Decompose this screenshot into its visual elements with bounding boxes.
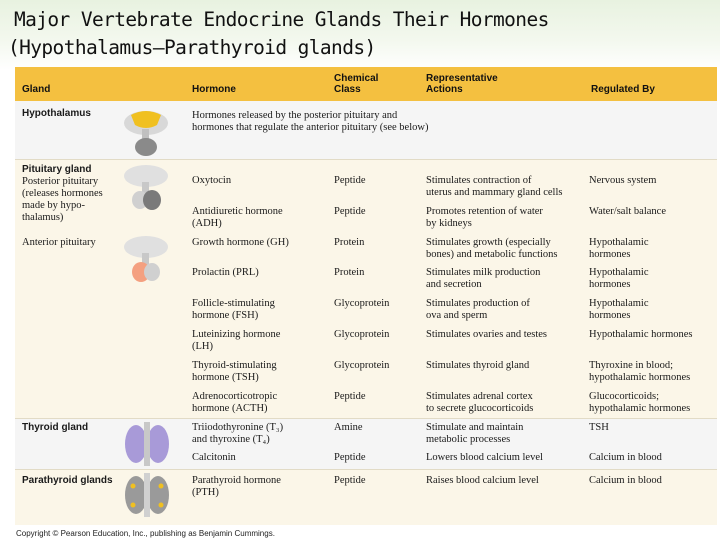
hormone-name: Adrenocorticotropic [192,391,278,402]
regulated-by: Water/salt balance [589,206,666,217]
action: Stimulates thyroid gland [426,360,530,371]
regulated-by-cont: hormones [589,279,631,290]
posterior-pituitary-icon [121,164,171,212]
chemical-class: Protein [334,237,365,248]
action: Stimulates production of [426,298,530,309]
regulated-by-cont: hypothalamic hormones [589,403,691,414]
regulated-by: Nervous system [589,175,657,186]
hormone-name-cont: and thyroxine (T₄) [192,434,270,445]
regulated-by: Calcium in blood [589,452,662,463]
action: Stimulates growth (especially [426,237,551,248]
action: Promotes retention of water [426,206,543,217]
regulated-by-cont: hormones [589,310,631,321]
action: Stimulates milk production [426,267,541,278]
regulated-by-cont: hypothalamic hormones [589,372,691,383]
hormone-name-cont: (PTH) [192,487,219,498]
hormone-name-cont: hormone (ACTH) [192,403,268,414]
regulated-by: Calcium in blood [589,475,662,486]
regulated-by: Hypothalamic [589,267,649,278]
action: Stimulates ovaries and testes [426,329,548,340]
regulated-by: Glucocorticoids; [589,391,659,402]
anterior-pituitary-label: Anterior pituitary [22,237,96,248]
action: Raises blood calcium level [426,475,539,486]
action: Stimulate and maintain [426,422,524,433]
hypothalamus-text-2: hormones that regulate the anterior pituitary (see below) [192,122,429,133]
hypothalamus-icon [121,109,171,157]
gland-hypothalamus: Hypothalamus [22,108,91,119]
parathyroid-icon [123,473,171,517]
action: Lowers blood calcium level [426,452,543,463]
slide-title-line2: (Hypothalamus–Parathyroid glands) [8,36,376,59]
chemical-class: Peptide [334,475,366,486]
hormone-name: Luteinizing hormone [192,329,281,340]
hormone-name-cont: hormone (TSH) [192,372,259,383]
regulated-by: Thyroxine in blood; [589,360,673,371]
action: Stimulates adrenal cortex [426,391,533,402]
endocrine-table [15,67,717,525]
header-gland: Gland [22,84,51,95]
chemical-class: Glycoprotein [334,329,390,340]
action-cont: metabolic processes [426,434,511,445]
hormone-name: Oxytocin [192,175,232,186]
action: Stimulates contraction of [426,175,532,186]
header-actions-2: Actions [426,84,463,95]
header-regulated-by: Regulated By [591,84,655,95]
hypothalamus-text-1: Hormones released by the posterior pituitary and [192,110,398,121]
hormone-name: Follicle-stimulating [192,298,275,309]
hormone-name: Prolactin (PRL) [192,267,259,278]
header-chemical-class-2: Class [334,84,361,95]
copyright-notice: Copyright © Pearson Education, Inc., publishing as Benjamin Cummings. [16,529,275,538]
chemical-class: Peptide [334,175,366,186]
action-cont: by kidneys [426,218,472,229]
hormone-name-cont: hormone (FSH) [192,310,259,321]
hormone-name: Triiodothyronine (T₃) [192,422,284,433]
regulated-by-cont: hormones [589,249,631,260]
pituitary-sub-1: Posterior pituitary [22,176,99,187]
hormone-name: Thyroid-stimulating [192,360,277,371]
action-cont: uterus and mammary gland cells [426,187,563,198]
header-actions-1: Representative [426,73,498,84]
header-hormone: Hormone [192,84,236,95]
regulated-by: Hypothalamic [589,237,649,248]
hormone-name-cont: (ADH) [192,218,222,229]
hormone-name: Calcitonin [192,452,236,463]
hormone-name: Growth hormone (GH) [192,237,289,248]
anterior-pituitary-icon [121,235,171,285]
gland-pituitary: Pituitary gland [22,164,92,175]
pituitary-sub-2: (releases hormones [22,188,103,199]
slide-title [8,6,714,62]
chemical-class: Glycoprotein [334,360,390,371]
hormone-name-cont: (LH) [192,341,213,352]
chemical-class: Amine [334,422,363,433]
action-cont: to secrete glucocorticoids [426,403,534,414]
header-chemical-class-1: Chemical [334,73,379,84]
thyroid-icon [123,422,171,466]
pituitary-sub-3: made by hypo- [22,200,85,211]
regulated-by: Hypothalamic [589,298,649,309]
hormone-name: Antidiuretic hormone [192,206,283,217]
chemical-class: Glycoprotein [334,298,390,309]
action-cont: ova and sperm [426,310,488,321]
regulated-by: Hypothalamic hormones [589,329,693,340]
action-cont: and secretion [426,279,482,290]
action-cont: bones) and metabolic functions [426,249,558,260]
gland-thyroid: Thyroid gland [22,422,89,433]
slide-title-line1: Major Vertebrate Endocrine Glands Their Hormones [14,8,549,31]
chemical-class: Peptide [334,391,366,402]
chemical-class: Peptide [334,452,366,463]
chemical-class: Protein [334,267,365,278]
hormone-name: Parathyroid hormone [192,475,281,486]
gland-parathyroid: Parathyroid glands [22,475,113,486]
regulated-by: TSH [589,422,609,433]
chemical-class: Peptide [334,206,366,217]
pituitary-sub-4: thalamus) [22,212,64,223]
